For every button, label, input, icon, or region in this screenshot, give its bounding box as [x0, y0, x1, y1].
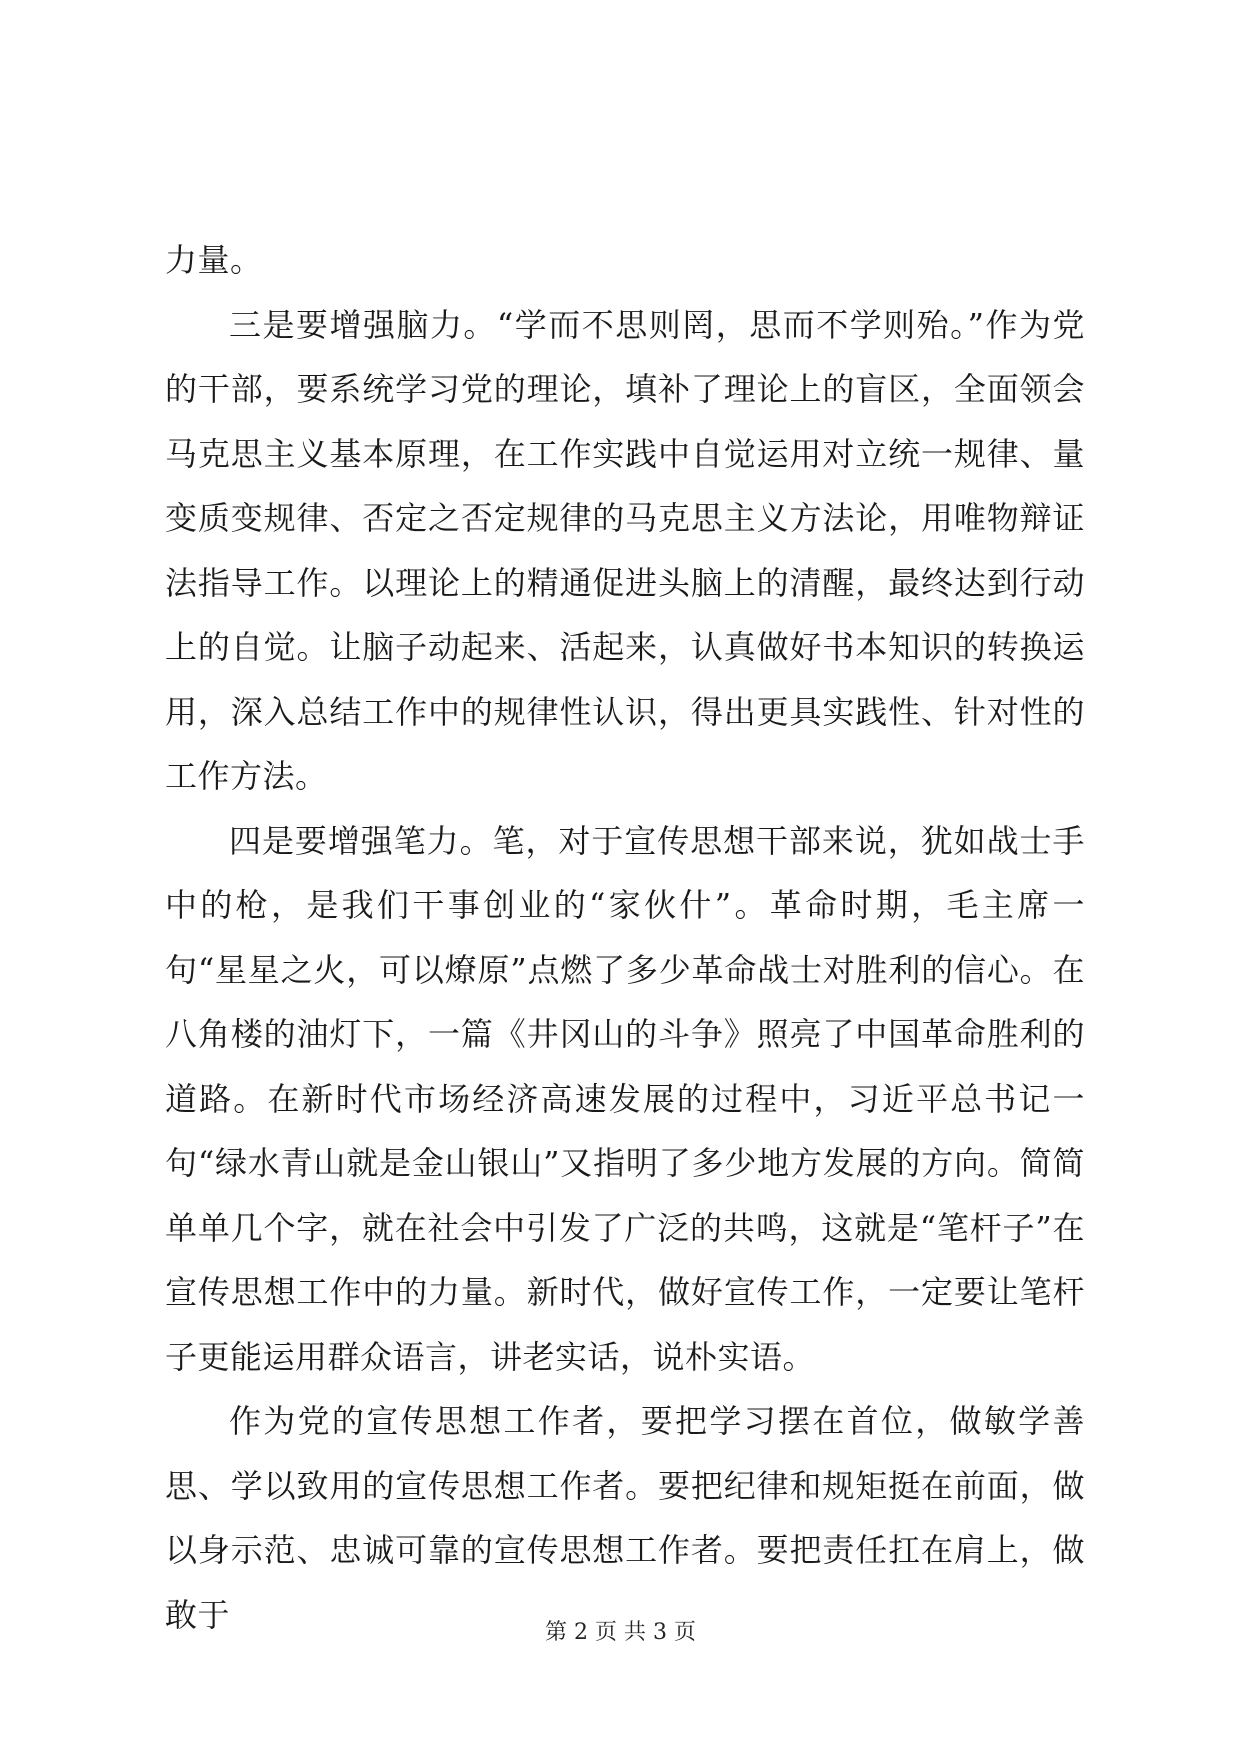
page-number-footer: 第 2 页 共 3 页: [545, 1620, 696, 1645]
paragraph-brainpower: 三是要增强脑力。“学而不思则罔，思而不学则殆。”作为党的干部，要系统学习党的理论，填补了理论上的盲区，全面领会马克思主义基本原理，在工作实践中自觉运用对立统一规律、量变质变规律、否定之否定规律的马克思主义方法论，用唯物辩证法指导工作。以理论上的精通促进头脑上的清醒，最终达到行动上的自觉。让脑子动起来、活起来，认真做好书本知识的转换运用，深入总结工作中的规律性认识，得出更具实践性、针对性的工作方法。: [165, 305, 1085, 795]
document-body: [165, 228, 1085, 1647]
paragraph-continuation: 力量。: [165, 241, 263, 279]
paragraph-penpower: 四是要增强笔力。笔，对于宣传思想干部来说，犹如战士手中的枪，是我们干事创业的“家伙什”。革命时期，毛主席一句“星星之火，可以燎原”点燃了多少革命战士对胜利的信心。在八角楼的油灯下，一篇《井冈山的斗争》照亮了中国革命胜利的道路。在新时代市场经济高速发展的过程中，习近平总书记一句“绿水青山就是金山银山”又指明了多少地方发展的方向。简简单单几个字，就在社会中引发了广泛的共鸣，这就是“笔杆子”在宣传思想工作中的力量。新时代，做好宣传工作，一定要让笔杆子更能运用群众语言，讲老实话，说朴实语。: [165, 821, 1085, 1376]
paragraph-conclusion: 作为党的宣传思想工作者，要把学习摆在首位，做敏学善思、学以致用的宣传思想工作者。要把纪律和规矩挺在前面，做以身示范、忠诚可靠的宣传思想工作者。要把责任扛在肩上，做敢于: [165, 1402, 1085, 1634]
